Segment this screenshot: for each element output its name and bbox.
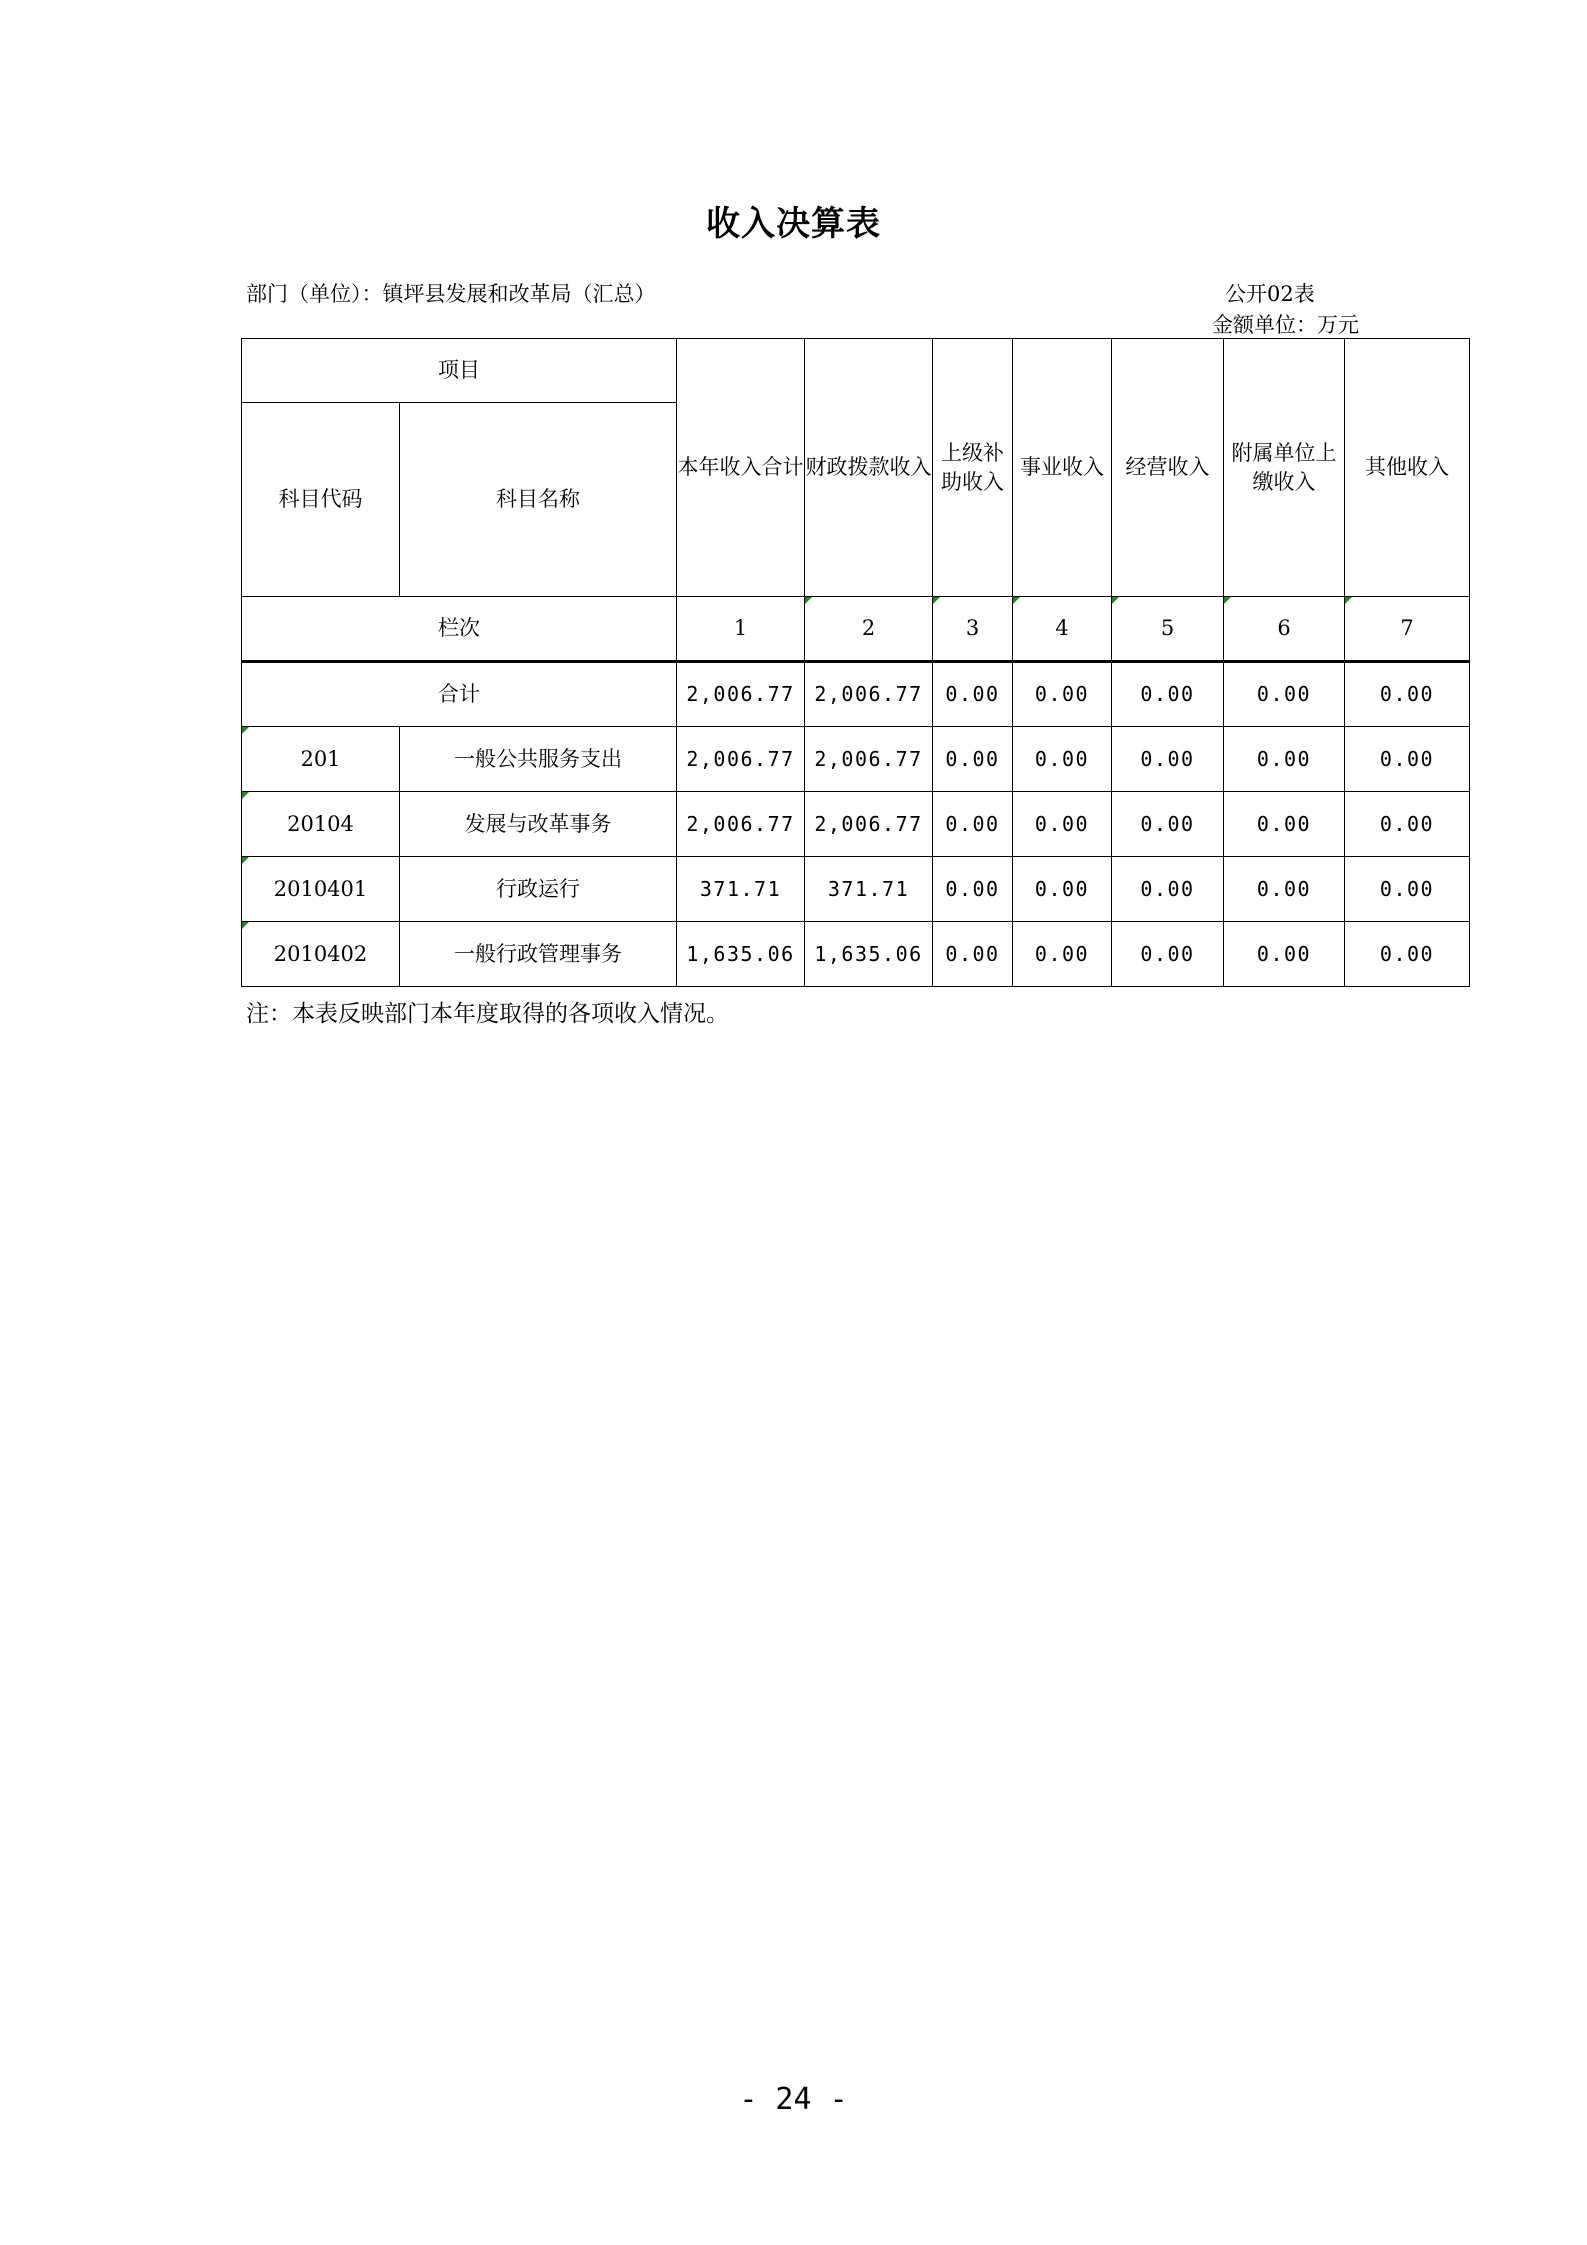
value-cell: 0.00	[1013, 792, 1112, 857]
header-col-affiliated: 附属单位上缴收入	[1224, 339, 1345, 597]
value-cell: 0.00	[1013, 662, 1112, 727]
header-col-superior: 上级补助收入	[933, 339, 1013, 597]
header-code: 科目代码	[242, 403, 400, 597]
value-cell: 1,635.06	[805, 922, 933, 987]
subject-name: 发展与改革事务	[400, 792, 677, 857]
value-cell: 2,006.77	[677, 727, 805, 792]
column-index-cell: 7	[1345, 597, 1470, 662]
subject-code: 201	[242, 727, 400, 792]
value-cell: 0.00	[1224, 792, 1345, 857]
column-index-cell: 3	[933, 597, 1013, 662]
subject-name: 行政运行	[400, 857, 677, 922]
column-index-cell: 4	[1013, 597, 1112, 662]
header-col-other: 其他收入	[1345, 339, 1470, 597]
column-index-cell: 5	[1112, 597, 1224, 662]
comment-marker-icon	[242, 727, 249, 734]
value-cell: 2,006.77	[805, 662, 933, 727]
column-index-cell: 1	[677, 597, 805, 662]
column-index-row	[242, 597, 1470, 662]
table-row	[242, 922, 1470, 987]
comment-marker-icon	[242, 922, 249, 929]
page-number: - 24 -	[739, 2082, 848, 2117]
header-item: 项目	[242, 339, 677, 403]
table-row	[242, 727, 1470, 792]
comment-marker-icon	[933, 597, 940, 604]
header-col-total: 本年收入合计	[677, 339, 805, 597]
value-cell: 0.00	[933, 727, 1013, 792]
value-cell: 2,006.77	[677, 662, 805, 727]
comment-marker-icon	[1345, 597, 1352, 604]
value-cell: 2,006.77	[677, 792, 805, 857]
department-label: 部门（单位）：镇坪县发展和改革局（汇总）	[246, 282, 656, 306]
value-cell: 0.00	[1112, 727, 1224, 792]
value-cell: 0.00	[1345, 792, 1470, 857]
value-cell: 1,635.06	[677, 922, 805, 987]
value-cell: 0.00	[1013, 727, 1112, 792]
comment-marker-icon	[242, 792, 249, 799]
subject-code: 20104	[242, 792, 400, 857]
value-cell: 0.00	[933, 857, 1013, 922]
comment-marker-icon	[1224, 597, 1231, 604]
comment-marker-icon	[1013, 597, 1020, 604]
value-cell: 0.00	[1112, 792, 1224, 857]
value-cell: 0.00	[1013, 857, 1112, 922]
subject-name: 一般公共服务支出	[400, 727, 677, 792]
income-table	[241, 338, 1470, 987]
subject-code: 2010402	[242, 922, 400, 987]
value-cell: 0.00	[1224, 727, 1345, 792]
amount-unit: 金额单位：万元	[1212, 313, 1359, 337]
value-cell: 0.00	[1224, 922, 1345, 987]
value-cell: 0.00	[933, 922, 1013, 987]
footnote: 注：本表反映部门本年度取得的各项收入情况。	[246, 1001, 729, 1027]
value-cell: 0.00	[1224, 662, 1345, 727]
header-col-business: 事业收入	[1013, 339, 1112, 597]
comment-marker-icon	[242, 857, 249, 864]
value-cell: 0.00	[933, 792, 1013, 857]
total-row	[242, 662, 1470, 727]
value-cell: 0.00	[1224, 857, 1345, 922]
column-index-cell: 6	[1224, 597, 1345, 662]
total-label: 合计	[242, 662, 677, 727]
page-title: 收入决算表	[706, 204, 881, 244]
value-cell: 0.00	[1013, 922, 1112, 987]
value-cell: 0.00	[1345, 727, 1470, 792]
column-index-cell: 2	[805, 597, 933, 662]
value-cell: 371.71	[805, 857, 933, 922]
comment-marker-icon	[1112, 597, 1119, 604]
table-row	[242, 792, 1470, 857]
value-cell: 0.00	[1345, 922, 1470, 987]
comment-marker-icon	[805, 597, 812, 604]
header-row-1	[242, 339, 1470, 403]
value-cell: 0.00	[1345, 857, 1470, 922]
column-index-label: 栏次	[242, 597, 677, 662]
value-cell: 371.71	[677, 857, 805, 922]
form-number: 公开02表	[1225, 282, 1315, 306]
value-cell: 0.00	[933, 662, 1013, 727]
subject-code: 2010401	[242, 857, 400, 922]
value-cell: 2,006.77	[805, 727, 933, 792]
value-cell: 0.00	[1345, 662, 1470, 727]
value-cell: 2,006.77	[805, 792, 933, 857]
header-name: 科目名称	[400, 403, 677, 597]
subject-name: 一般行政管理事务	[400, 922, 677, 987]
value-cell: 0.00	[1112, 922, 1224, 987]
header-col-fiscal: 财政拨款收入	[805, 339, 933, 597]
value-cell: 0.00	[1112, 662, 1224, 727]
table-row	[242, 857, 1470, 922]
header-col-operation: 经营收入	[1112, 339, 1224, 597]
value-cell: 0.00	[1112, 857, 1224, 922]
